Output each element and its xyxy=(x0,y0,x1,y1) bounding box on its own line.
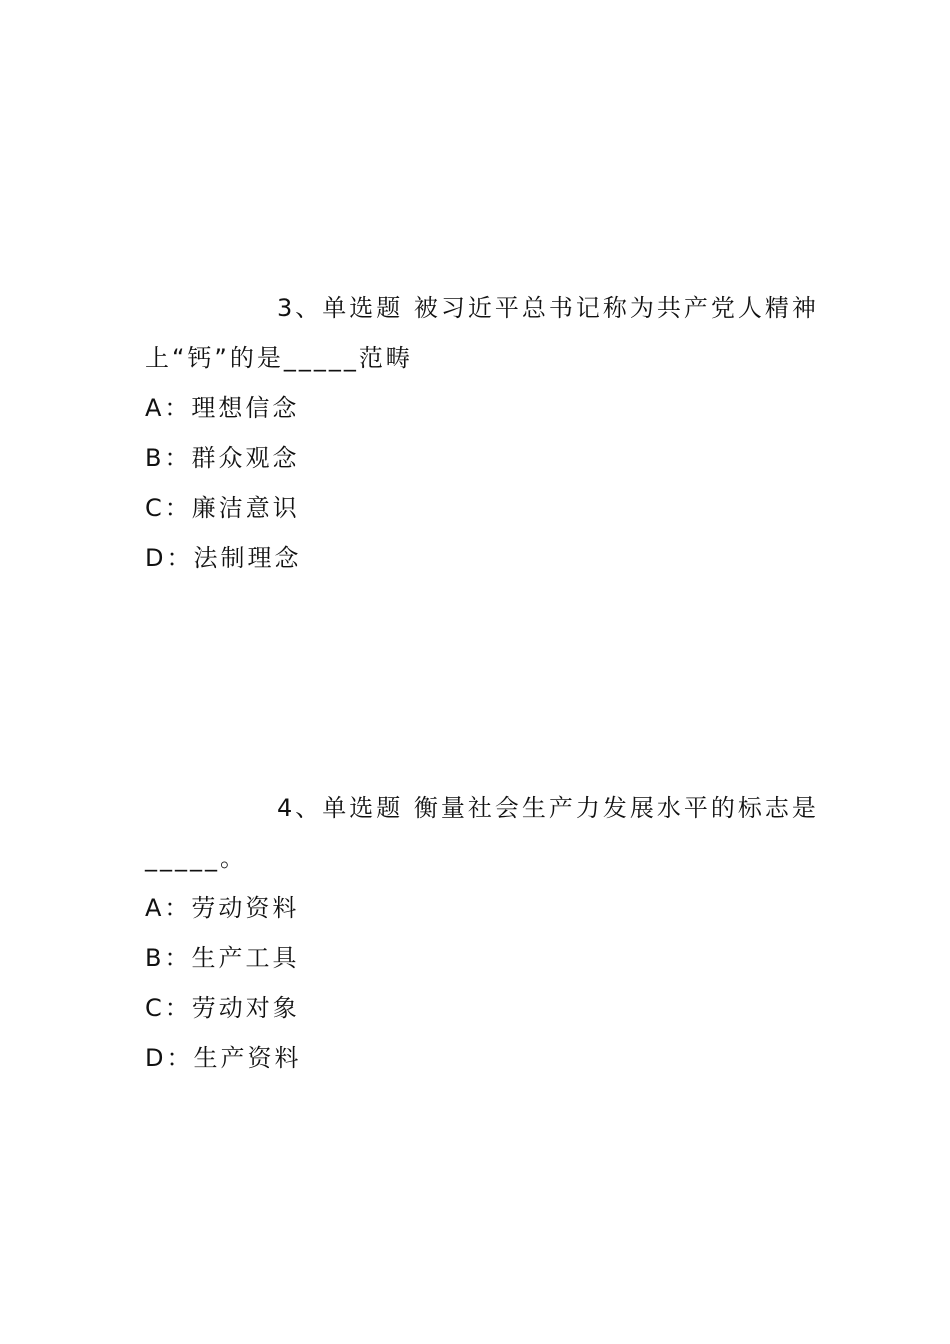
option-a: A：劳动资料 xyxy=(145,894,300,922)
question-stem: 3、单选题 被习近平总书记称为共产党人精神 xyxy=(277,294,819,322)
question-stem-continued: 上“钙”的是_____范畴 xyxy=(145,344,413,372)
option-a: A：理想信念 xyxy=(145,394,300,422)
option-d: D：生产资料 xyxy=(145,1044,302,1072)
question-stem: 4、单选题 衡量社会生产力发展水平的标志是 xyxy=(277,794,819,822)
option-b: B：生产工具 xyxy=(145,944,300,972)
question-4 xyxy=(145,783,819,1083)
question-stem-continued: _____。 xyxy=(145,844,247,872)
option-c: C：劳动对象 xyxy=(145,994,300,1022)
option-b: B：群众观念 xyxy=(145,444,300,472)
question-3 xyxy=(145,283,819,583)
option-d: D：法制理念 xyxy=(145,544,302,572)
option-c: C：廉洁意识 xyxy=(145,494,300,522)
